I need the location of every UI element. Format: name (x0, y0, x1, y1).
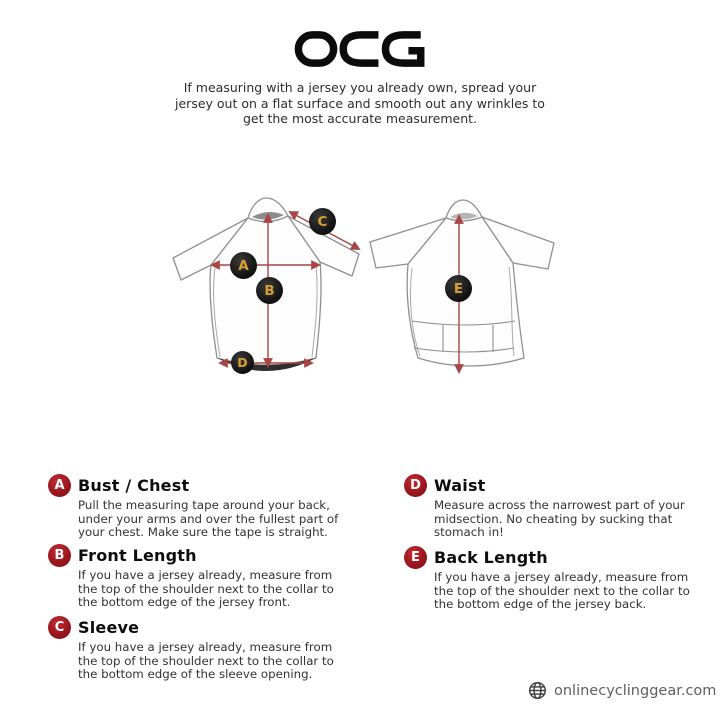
measurement-desc-line: under your arms and over the fullest part of (78, 511, 339, 526)
diagram-badge-back-length: E (445, 275, 472, 302)
measurement-item-waist (404, 474, 704, 540)
diagram-badge-front-length: B (256, 277, 283, 304)
measurement-title-chest: Bust / Chest (78, 476, 190, 495)
measurement-desc-line: Pull the measuring tape around your back, (78, 498, 330, 512)
legend-badge-chest: A (48, 474, 71, 497)
measurement-item-back-length (404, 546, 704, 612)
measurement-desc-line: stomach in! (434, 525, 504, 540)
footer (528, 681, 716, 700)
legend-badge-sleeve: C (48, 616, 71, 639)
ocg-logo-icon (294, 26, 426, 72)
ocg-logo (294, 26, 426, 72)
legend-badge-back-length: E (404, 546, 427, 569)
diagram-badge-chest: A (230, 252, 257, 279)
globe-icon (528, 681, 547, 700)
measurement-desc-line: your chest. Make sure the tape is straight. (78, 525, 328, 540)
measurement-desc-line: the bottom edge of the jersey back. (434, 597, 647, 612)
measurement-desc-line: If you have a jersey already, measure from (434, 570, 689, 584)
measurement-desc-line: the bottom edge of the jersey front. (78, 595, 291, 610)
measurement-desc-line: Measure across the narrowest part of your (434, 498, 685, 512)
measurement-title-front-length: Front Length (78, 546, 197, 565)
measurement-item-front-length (48, 544, 348, 610)
intro-line: If measuring with a jersey you already own, spread your (183, 80, 537, 95)
intro-text (0, 80, 720, 127)
measurement-desc-line: the bottom edge of the sleeve opening. (78, 667, 313, 682)
measurement-item-chest (48, 474, 348, 540)
measurement-desc-line: midsection. No cheating by sucking that (434, 511, 673, 526)
measurement-title-back-length: Back Length (434, 548, 548, 567)
measurement-desc-line: the top of the shoulder next to the collar to (78, 653, 334, 668)
diagram-badge-sleeve: C (309, 208, 336, 235)
measurement-item-sleeve (48, 616, 348, 682)
measurement-title-sleeve: Sleeve (78, 618, 140, 637)
legend-badge-front-length: B (48, 544, 71, 567)
intro-line: jersey out on a flat surface and smooth out any wrinkles to (175, 95, 545, 111)
measurement-desc-line: the top of the shoulder next to the collar to (78, 581, 334, 596)
legend-badge-waist: D (404, 474, 427, 497)
measurement-title-waist: Waist (434, 476, 486, 495)
intro-line: get the most accurate measurement. (242, 111, 478, 127)
measurement-desc-line: the top of the shoulder next to the collar to (434, 583, 690, 598)
measurement-desc-line: If you have a jersey already, measure from (78, 640, 333, 654)
measurement-desc-line: If you have a jersey already, measure from (78, 568, 333, 582)
diagram-badge-waist: D (231, 351, 254, 374)
website-text: onlinecyclinggear.com (554, 682, 717, 699)
